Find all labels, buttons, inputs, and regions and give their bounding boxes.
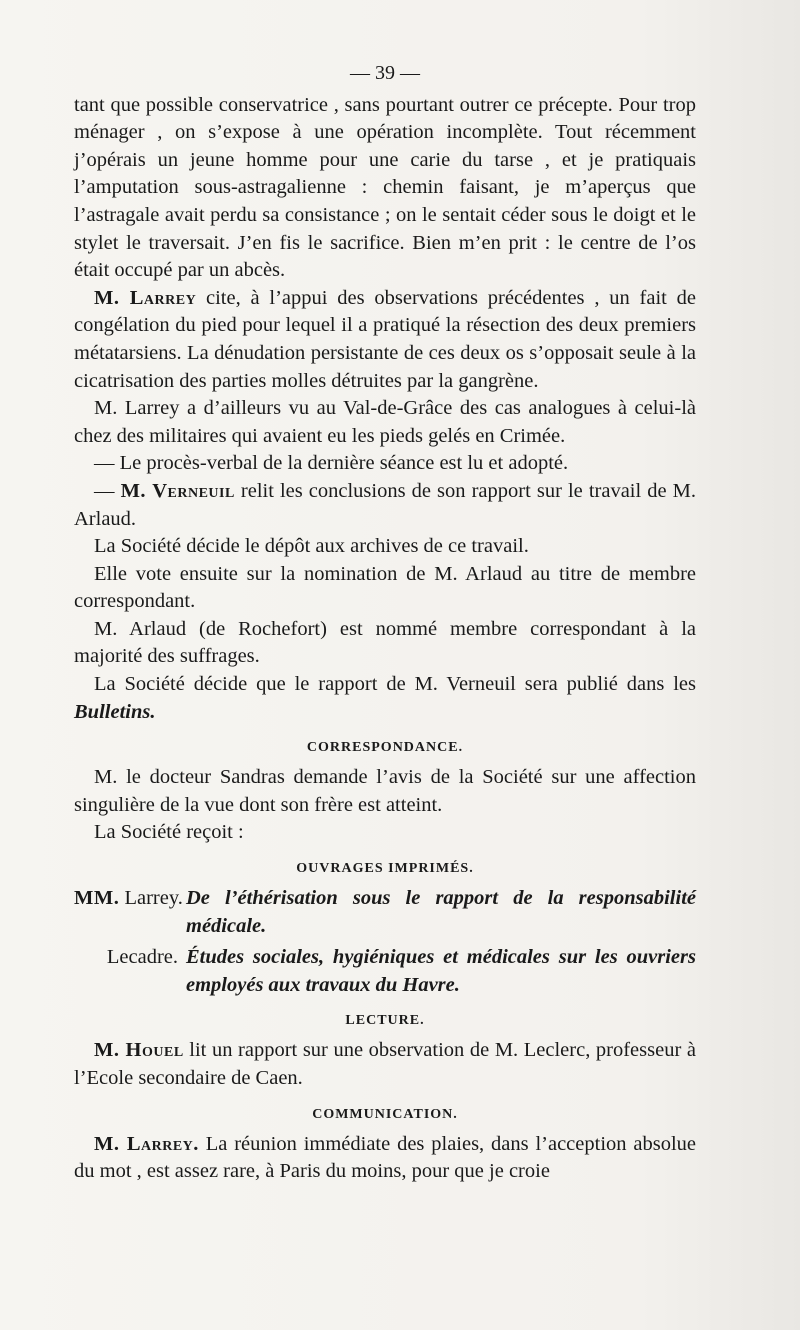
bulletins-title: Bulletins. [74,700,156,723]
paragraph-text: cite, à l’appui des observations précédentes , un fait de congélation du pied pour lequel il a pratiqué la résection des deux premiers métatarsiens. La dénudation persistante de ces deux os s’opposait seule à la cicatrisation des parties molles détruites par la gangrène. [74,286,696,392]
paragraph-sandras: M. le docteur Sandras demande l’avis de la Société sur une affection singulière de la vue dont son frère est atteint. [74,766,696,816]
page-number: — 39 — [350,62,420,84]
heading-ouvrages: OUVRAGES IMPRIMÉS. [296,861,474,877]
heading-lecture: LECTURE. [345,1013,425,1029]
biblio-author: Larrey. [124,887,183,910]
speaker-name: M. Larrey. [94,1132,199,1155]
paragraph-proces-verbal: — Le procès-verbal de la dernière séance est lu et adopté. [94,452,569,475]
speaker-name: M. Verneuil [120,479,235,502]
paragraph-verneuil [74,478,696,533]
biblio-author: Lecadre. [106,946,178,969]
dash-prefix: — [94,479,121,502]
paragraph-larrey-congelation [74,285,696,395]
paragraph-houel [74,1037,696,1092]
paragraph-societe-recoit: La Société reçoit : [94,821,244,844]
paragraph-depot-archives: La Société décide le dépôt aux archives de ce travail. [94,535,529,558]
paragraph-text: relit les conclusions de son rapport sur le travail de M. Arlaud. [74,479,697,530]
paragraph-text: La réunion immédiate des plaies, dans l’acception absolue du mot , est assez rare, à Paris du moins, pour que je croie [74,1132,696,1183]
biblio-title: De l’éthérisation sous le rapport de la responsabilité médicale. [186,887,696,937]
speaker-name: M. Houel [94,1039,184,1062]
paragraph-text: lit un rapport sur une observation de M. Leclerc, professeur à l’Ecole secondaire de Caen. [74,1039,696,1089]
page-text [74,60,696,1186]
paragraph-larrey-reunion [74,1131,696,1186]
paragraph-vote: Elle vote ensuite sur la nomination de M. Arlaud au titre de membre correspondant. [74,562,696,613]
biblio-mm: MM. [74,887,120,910]
biblio-title: Études sociales, hygiéniques et médicales sur les ouvriers employés aux travaux du Havre. [186,946,696,996]
paragraph-continuation: tant que possible conservatrice , sans pourtant outrer ce précepte. Pour trop ménager , on s’expose à une opération incomplète. Tout récemment j’opérais un jeune homme pour une carie du tarse , et je pratiquais l’amputation sous-astragalienne : chemin faisant, je m’aperçus que l’astragale avait perdu sa consistance ; on le sentait céder sous le doigt et le stylet le traversait. J’en fis le sacrifice. Bien m’en prit : le centre de l’os était occupé par un abcès. [74,93,696,282]
paragraph-publication [74,671,696,726]
heading-communication: COMMUNICATION. [312,1106,458,1122]
paragraph-text: La Société décide que le rapport de M. Verneuil sera publié dans les [94,673,696,696]
paragraph-nomination: M. Arlaud (de Rochefort) est nommé membre correspondant à la majorité des suffrages. [74,617,696,668]
biblio-entry-larrey [74,885,696,940]
paragraph-larrey-crimee: M. Larrey a d’ailleurs vu au Val-de-Grâce des cas analogues à celui-là chez des militaires qui avaient eu les pieds gelés en Crimée. [74,397,696,447]
speaker-name: M. Larrey [94,286,197,309]
heading-correspondance: CORRESPONDANCE. [306,740,464,756]
biblio-entry-lecadre [74,944,696,999]
